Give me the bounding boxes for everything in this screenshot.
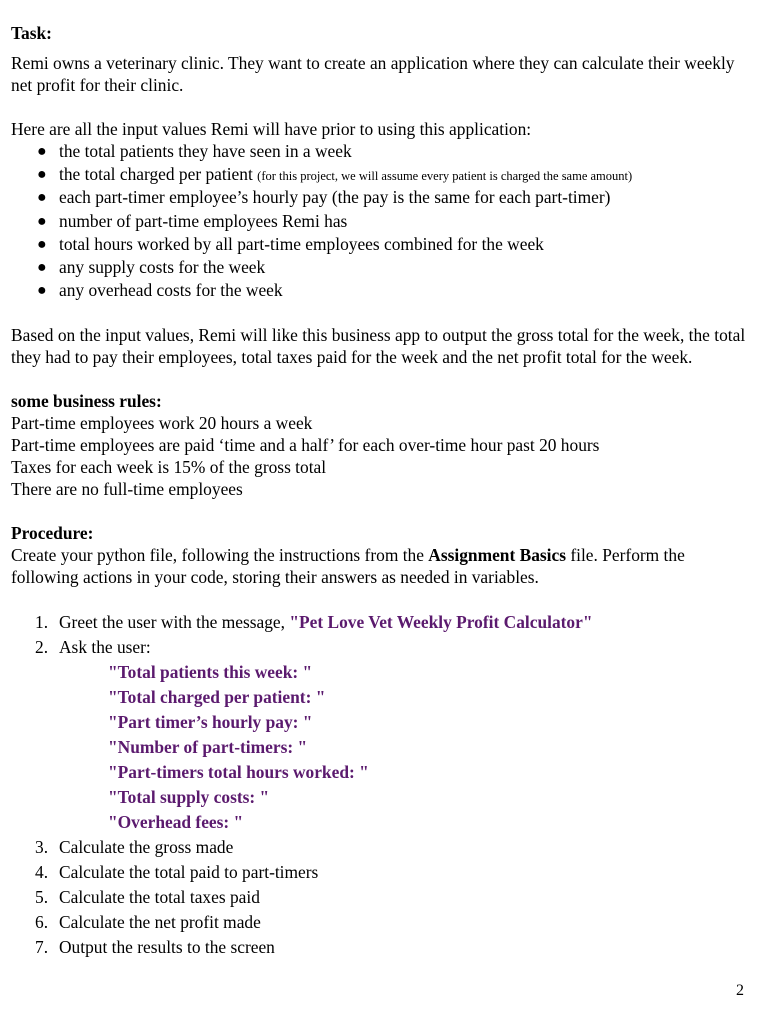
bullet-icon: ● — [37, 235, 47, 253]
bullet-icon: ● — [37, 189, 47, 207]
inputs-lead: Here are all the input values Remi will have prior to using this application: — [11, 119, 532, 139]
rules-heading: some business rules: — [11, 391, 162, 412]
rule-line: There are no full-time employees — [11, 479, 243, 500]
prompt-item: "Overhead fees: " — [108, 812, 244, 833]
rule-line: Taxes for each week is 15% of the gross total — [11, 457, 327, 478]
outputs-paragraph: Based on the input values, Remi will like this business app to output the gross total for the week, the total they had to pay their employees, total taxes paid for the week and the net profit total for the week. — [11, 325, 746, 368]
list-item: ● each part-timer employee’s hourly pay (the pay is the same for each part-timer) — [11, 186, 756, 209]
rule-line: Part-time employees are paid ‘time and a half’ for each over-time hour past 20 hours — [11, 435, 600, 456]
step-item: 7. Output the results to the screen — [35, 937, 275, 958]
list-item: ● the total patients they have seen in a week — [11, 140, 756, 163]
inputs-list — [11, 140, 756, 302]
list-item: ● any overhead costs for the week — [11, 279, 756, 302]
assignment-basics-ref: Assignment Basics — [428, 545, 566, 566]
document-page — [11, 22, 756, 960]
procedure-intro: Create your python file, following the instructions from the Assignment Basics file. Perform the following actions in your code, storing their answers as needed in variables. — [11, 545, 685, 588]
page-number: 2 — [736, 982, 744, 999]
prompt-item: "Number of part-timers: " — [108, 737, 308, 758]
bullet-icon: ● — [37, 282, 47, 300]
step-item: 2. Ask the user: — [35, 637, 151, 658]
bullet-icon: ● — [37, 166, 47, 184]
list-item: ● number of part-time employees Remi has — [11, 210, 756, 233]
prompt-item: "Total supply costs: " — [108, 787, 270, 808]
task-heading: Task: — [11, 23, 52, 43]
bullet-icon: ● — [37, 258, 47, 276]
procedure-steps — [11, 610, 756, 660]
list-item: ● total hours worked by all part-time employees combined for the week — [11, 233, 756, 256]
prompt-item: "Part timer’s hourly pay: " — [108, 712, 313, 733]
step-item: 5. Calculate the total taxes paid — [35, 887, 260, 908]
task-intro: Remi owns a veterinary clinic. They want to create an application where they can calculate their weekly net profit for their clinic. — [11, 53, 735, 95]
list-item: ● any supply costs for the week — [11, 256, 756, 279]
prompt-list — [11, 660, 756, 835]
prompt-item: "Total charged per patient: " — [108, 687, 326, 708]
bullet-icon: ● — [37, 212, 47, 230]
inputs-note: (for this project, we will assume every patient is charged the same amount) — [257, 169, 633, 184]
bullet-icon: ● — [37, 143, 47, 160]
step-item: 3. Calculate the gross made — [35, 837, 234, 858]
step-item: 6. Calculate the net profit made — [35, 912, 261, 933]
greeting-message: "Pet Love Vet Weekly Profit Calculator" — [289, 612, 593, 633]
prompt-item: "Total patients this week: " — [108, 662, 313, 683]
rule-line: Part-time employees work 20 hours a week — [11, 413, 313, 434]
list-item: ● the total charged per patient (for this project, we will assume every patient is charged the same amount) — [11, 163, 756, 186]
procedure-steps-continued — [11, 835, 756, 960]
step-item: 1. Greet the user with the message, "Pet Love Vet Weekly Profit Calculator" — [35, 612, 593, 633]
prompt-item: "Part-timers total hours worked: " — [108, 762, 369, 783]
procedure-heading: Procedure: — [11, 523, 94, 544]
step-item: 4. Calculate the total paid to part-timers — [35, 862, 319, 883]
